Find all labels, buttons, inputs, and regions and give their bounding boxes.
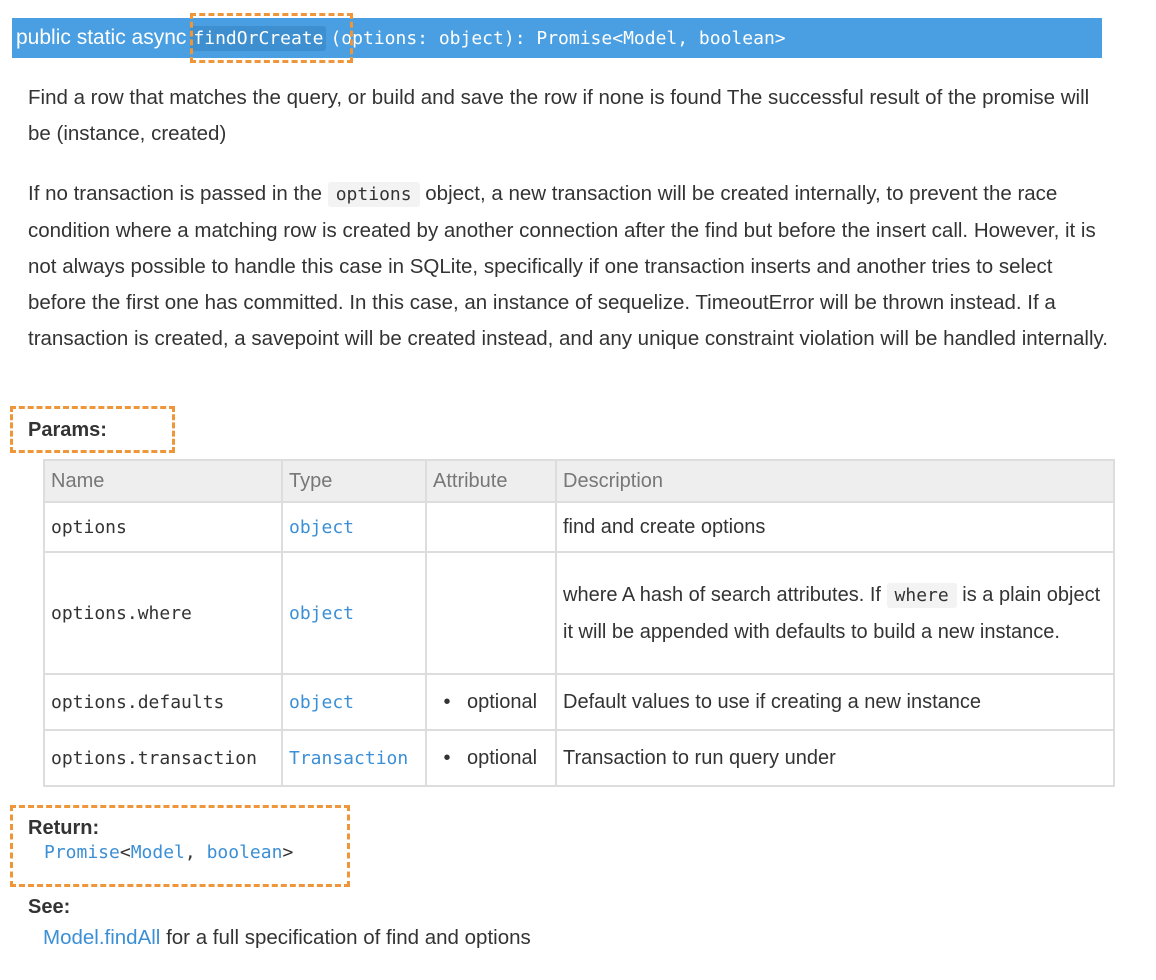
see-line: [43, 926, 531, 950]
detail-inline-code: options: [328, 182, 420, 207]
description-text-after: is a plain object it will be appended with defaults to build a new instance.: [563, 583, 1101, 643]
header-description: Description: [556, 460, 1114, 502]
return-generic-open: <: [119, 842, 131, 863]
param-type-link[interactable]: Transaction: [282, 730, 426, 786]
method-detail: [28, 176, 1108, 357]
table-row: [44, 502, 1114, 552]
return-type-arg-link[interactable]: Model: [130, 842, 185, 863]
param-name: options: [44, 502, 282, 552]
header-name: Name: [44, 460, 282, 502]
method-summary: Find a row that matches the query, or build and save the row if none is found The successful result of the promise will be (instance, created): [28, 86, 1090, 145]
header-type: Type: [282, 460, 426, 502]
param-type-link[interactable]: object: [282, 502, 426, 552]
param-type-link[interactable]: object: [282, 552, 426, 674]
param-attribute: [426, 552, 556, 674]
bullet-icon: •: [443, 746, 451, 769]
table-row: [44, 730, 1114, 786]
return-generic-close: >: [282, 842, 294, 863]
see-label: See:: [28, 896, 71, 918]
table-header-row: [44, 460, 1114, 502]
attribute-text: optional: [467, 690, 538, 713]
see-link[interactable]: Model.findAll: [43, 926, 161, 949]
signature-params: (options: object): Promise<Model, boolean>: [330, 27, 786, 49]
method-name[interactable]: findOrCreate: [190, 26, 326, 51]
detail-text-before: If no transaction is passed in the: [28, 182, 323, 205]
return-type: [44, 842, 293, 863]
table-row: [44, 552, 1114, 674]
param-attribute: [426, 674, 556, 730]
see-text: for a full specification of find and options: [166, 926, 531, 949]
param-attribute: [426, 502, 556, 552]
description-text-before: where A hash of search attributes. If: [563, 583, 881, 606]
detail-text-after: object, a new transaction will be created internally, to prevent the race condition where a matching row is created by another connection after the find but before the insert call. However, it is not always possible to handle this case in SQLite, specifically if one transaction inserts and another tries to select before the first one has committed. In this case, an instance of sequelize. TimeoutError will be thrown instead. If a transaction is created, a savepoint will be created instead, and any unique constraint violation will be handled internally.: [28, 182, 1108, 350]
attribute-text: optional: [467, 746, 538, 769]
return-type-link[interactable]: Promise: [44, 842, 120, 863]
param-name: options.defaults: [44, 674, 282, 730]
method-signature: [12, 18, 1102, 58]
return-label: Return:: [28, 817, 100, 839]
params-label: Params:: [28, 419, 107, 441]
param-attribute: [426, 730, 556, 786]
param-description: [556, 552, 1114, 674]
return-type-arg-link[interactable]: boolean: [206, 842, 283, 863]
bullet-icon: •: [443, 690, 451, 713]
signature-prefix: public static async: [16, 26, 187, 49]
description-inline-code: where: [887, 583, 957, 608]
params-table: [43, 459, 1115, 787]
param-description: find and create options: [556, 502, 1114, 552]
param-name: options.transaction: [44, 730, 282, 786]
return-separator: ,: [184, 842, 207, 863]
header-attribute: Attribute: [426, 460, 556, 502]
param-type-link[interactable]: object: [282, 674, 426, 730]
table-row: [44, 674, 1114, 730]
param-description: Transaction to run query under: [556, 730, 1114, 786]
param-name: options.where: [44, 552, 282, 674]
param-description: Default values to use if creating a new instance: [556, 674, 1114, 730]
